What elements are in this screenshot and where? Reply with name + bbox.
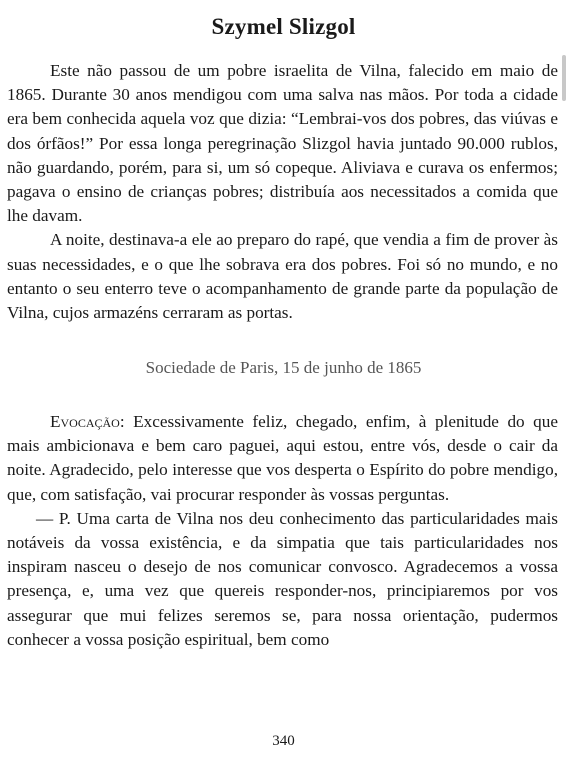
dialogue-section bbox=[7, 410, 558, 652]
chapter-title: Szymel Slizgol bbox=[211, 14, 356, 39]
scrollbar-thumb[interactable] bbox=[562, 55, 566, 101]
intro-section bbox=[7, 59, 558, 325]
evocation-text: Excessivamente feliz, chegado, enfim, à plenitude do que mais ambicionava e bem caro paguei, aqui estou, entre vós, desde o cair da noite. Agradecido, pelo interesse que vos desperta o Espírito do pobre mendigo, que, com satisfação, vai procurar responder às vossas perguntas. bbox=[7, 412, 558, 504]
evocation-label: Evocação: bbox=[50, 412, 125, 431]
session-heading: Sociedade de Paris, 15 de junho de 1865 bbox=[145, 358, 422, 377]
evocation-paragraph bbox=[7, 410, 558, 507]
intro-paragraph: Este não passou de um pobre israelita de Vilna, falecido em maio de 1865. Durante 30 anos mendigou com uma salva nas mãos. Por toda a cidade era bem conhecida aquela voz que dizia: “Lembrai-vos dos pobres, das viúvas e dos órfãos!” Por essa longa peregrinação Slizgol havia juntado 90.000 rublos, não guardando, porém, para si, um só copeque. Aliviava e curava os enfermos; pagava o ensino de crianças pobres; distribuía aos necessitados a comida que lhe davam. bbox=[7, 61, 558, 226]
question-paragraph: — P. Uma carta de Vilna nos deu conhecimento das particularidades mais notáveis da vossa existência, e da simpatia que tais particularidades nos inspiram nasceu o desejo de nos comunicar convosco. Agradecemos a vossa presença, e, uma vez que quereis responder-nos, principiaremos por vos assegurar que mui felizes seremos se, para nossa orientação, pudermos conhecer a vossa posição espiritual, bem como bbox=[7, 508, 558, 649]
page-number: 340 bbox=[272, 733, 295, 749]
intro-paragraph: A noite, destinava-a ele ao preparo do rapé, que vendia a fim de prover às suas necessidades, e o que lhe sobrava era dos pobres. Foi só no mundo, e no entanto o seu enterro teve o acompanhamento de grande parte da população de Vilna, cujos armazéns cerraram as portas. bbox=[7, 230, 558, 323]
